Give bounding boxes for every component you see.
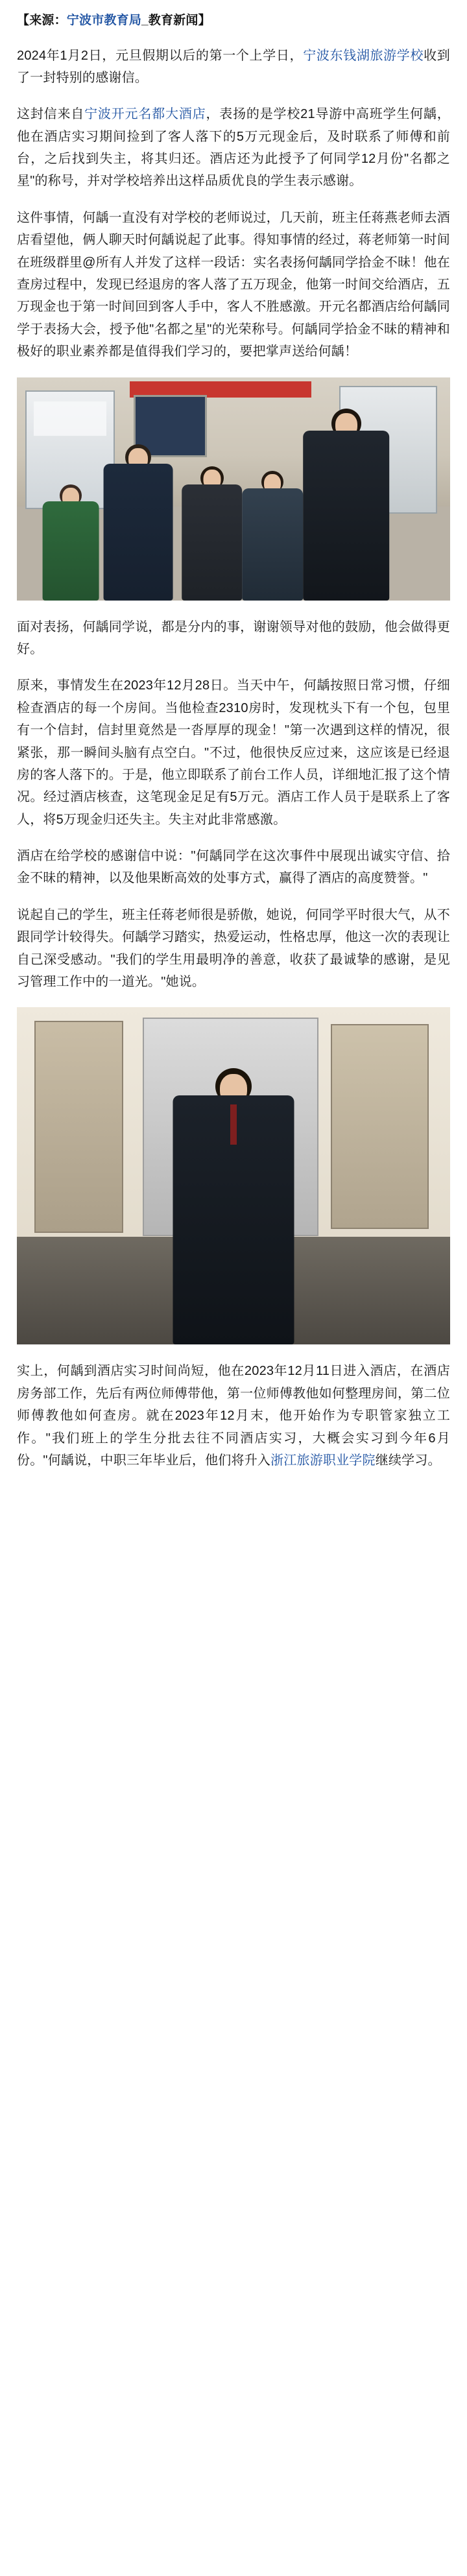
photo1-person-5 xyxy=(303,409,390,601)
photo1-person-2-body xyxy=(104,464,173,601)
source-column: _教育新闻】 xyxy=(141,14,211,27)
hotel-award-photo xyxy=(17,377,450,601)
photo1-person-1-body xyxy=(43,501,99,601)
source-line xyxy=(17,12,450,30)
paragraph-2 xyxy=(17,103,450,193)
photo1-person-3 xyxy=(182,466,243,600)
college-name-link[interactable]: 浙江旅游职业学院 xyxy=(270,1453,376,1468)
paragraph-1 xyxy=(17,45,450,89)
paragraph-8-segment-1: 实上，何龋到酒店实习时间尚短，他在2023年12月11日进入酒店，在酒店房务部工作，先后有两位师傅带他，第一位师傅教他如何整理房间，第二位师傅教他如何查房。就在2023年12月末，他开始作为专职管家独立工作。"我们班上的学生分批去往不同酒店实习，大概会实习到今年6月份。"何龋说，中职三年毕业后，他们将升入 xyxy=(17,1364,450,1468)
paragraph-4: 面对表扬，何龋同学说，都是分内的事，谢谢领导对他的鼓励，他会做得更好。 xyxy=(17,619,450,656)
photo1-person-4-body xyxy=(242,488,303,601)
paragraph-2-segment-3: ，表扬的是学校21导游中高班学生何龋，他在酒店实习期间捡到了客人落下的5万元现金后，及时联系了师傅和前台，之后找到失主，将其归还。酒店还为此授予了何同学12月份"名都之星"的称号，并对学校培养出这样品质优良的学生表示感谢。 xyxy=(17,107,450,189)
figure-2 xyxy=(17,1007,450,1344)
paragraph-7: 说起自己的学生，班主任蒋老师很是骄傲，她说，何同学平时很大气，从不跟同学计较得失。何龋学习踏实，热爱运动，性格忠厚，他这一次的表现让自己深受感动。"我们的学生用最明净的善意，收获了最诚挚的感谢，是见习管理工作中的一道光。"她说。 xyxy=(17,907,450,990)
paragraph-1-segment-3: 收到了一封特别的感谢信。 xyxy=(17,48,450,85)
photo1-person-4 xyxy=(242,471,303,601)
paragraph-8 xyxy=(17,1360,450,1472)
source-prefix: 【来源： xyxy=(17,14,67,27)
photo1-person-2 xyxy=(104,444,173,601)
paragraph-8-segment-3: 继续学习。 xyxy=(375,1453,441,1468)
photo2-student xyxy=(173,1068,294,1344)
hotel-name-link[interactable]: 宁波开元名都大酒店 xyxy=(84,107,206,122)
figure-1 xyxy=(17,377,450,601)
photo1-person-1 xyxy=(43,484,99,601)
student-portrait-photo xyxy=(17,1007,450,1344)
school-name-link[interactable]: 宁波东钱湖旅游学校 xyxy=(303,48,424,63)
photo1-person-5-body xyxy=(303,431,390,601)
photo1-person-3-body xyxy=(182,484,243,600)
source-organization[interactable]: 宁波市教育局 xyxy=(66,14,142,27)
photo2-left-door xyxy=(34,1021,124,1232)
paragraph-3: 这件事情，何龋一直没有对学校的老师说过，几天前，班主任蒋燕老师去酒店看望他，俩人聊天时何龋说起了此事。得知事情的经过，蒋老师第一时间在班级群里@所有人并发了这样一段话：实名表扬何龋同学拾金不昧！他在查房过程中，发现已经退房的客人落了五万现金，他第一时间交给酒店，五万现金也于第一时间回到客人手中，客人不胜感激。开元名都酒店给何龋同学于表扬大会，授予他"名都之星"的光荣称号。何龋同学拾金不昧的精神和极好的职业素养都是值得我们学习的，要把掌声送给何龋！ xyxy=(17,210,450,359)
photo2-right-door xyxy=(331,1024,429,1229)
photo2-student-tie xyxy=(230,1104,237,1145)
paragraph-6: 酒店在给学校的感谢信中说："何龋同学在这次事件中展现出诚实守信、拾金不昧的精神，以及他果断高效的处事方式，赢得了酒店的高度赞誉。" xyxy=(17,849,450,886)
paragraph-1-segment-1: 2024年1月2日，元旦假期以后的第一个上学日， xyxy=(17,48,304,63)
paragraph-5: 原来，事情发生在2023年12月28日。当天中午，何龋按照日常习惯，仔细检查酒店的每一个房间。当他检查2310房时，发现枕头下有一个包，包里有一个信封，信封里竟然是一沓厚厚的现金！"第一次遇到这样的情况，很紧张，那一瞬间头脑有点空白。"不过，他很快反应过来，这应该是已经退房的客人落下的。于是，他立即联系了前台工作人员，详细地汇报了这个情况。经过酒店核查，这笔现金足足有5万元。酒店工作人员于是联系上了客人，将5万现金归还失主。失主对此非常感激。 xyxy=(17,678,450,827)
paragraph-2-segment-1: 这封信来自 xyxy=(17,107,85,122)
